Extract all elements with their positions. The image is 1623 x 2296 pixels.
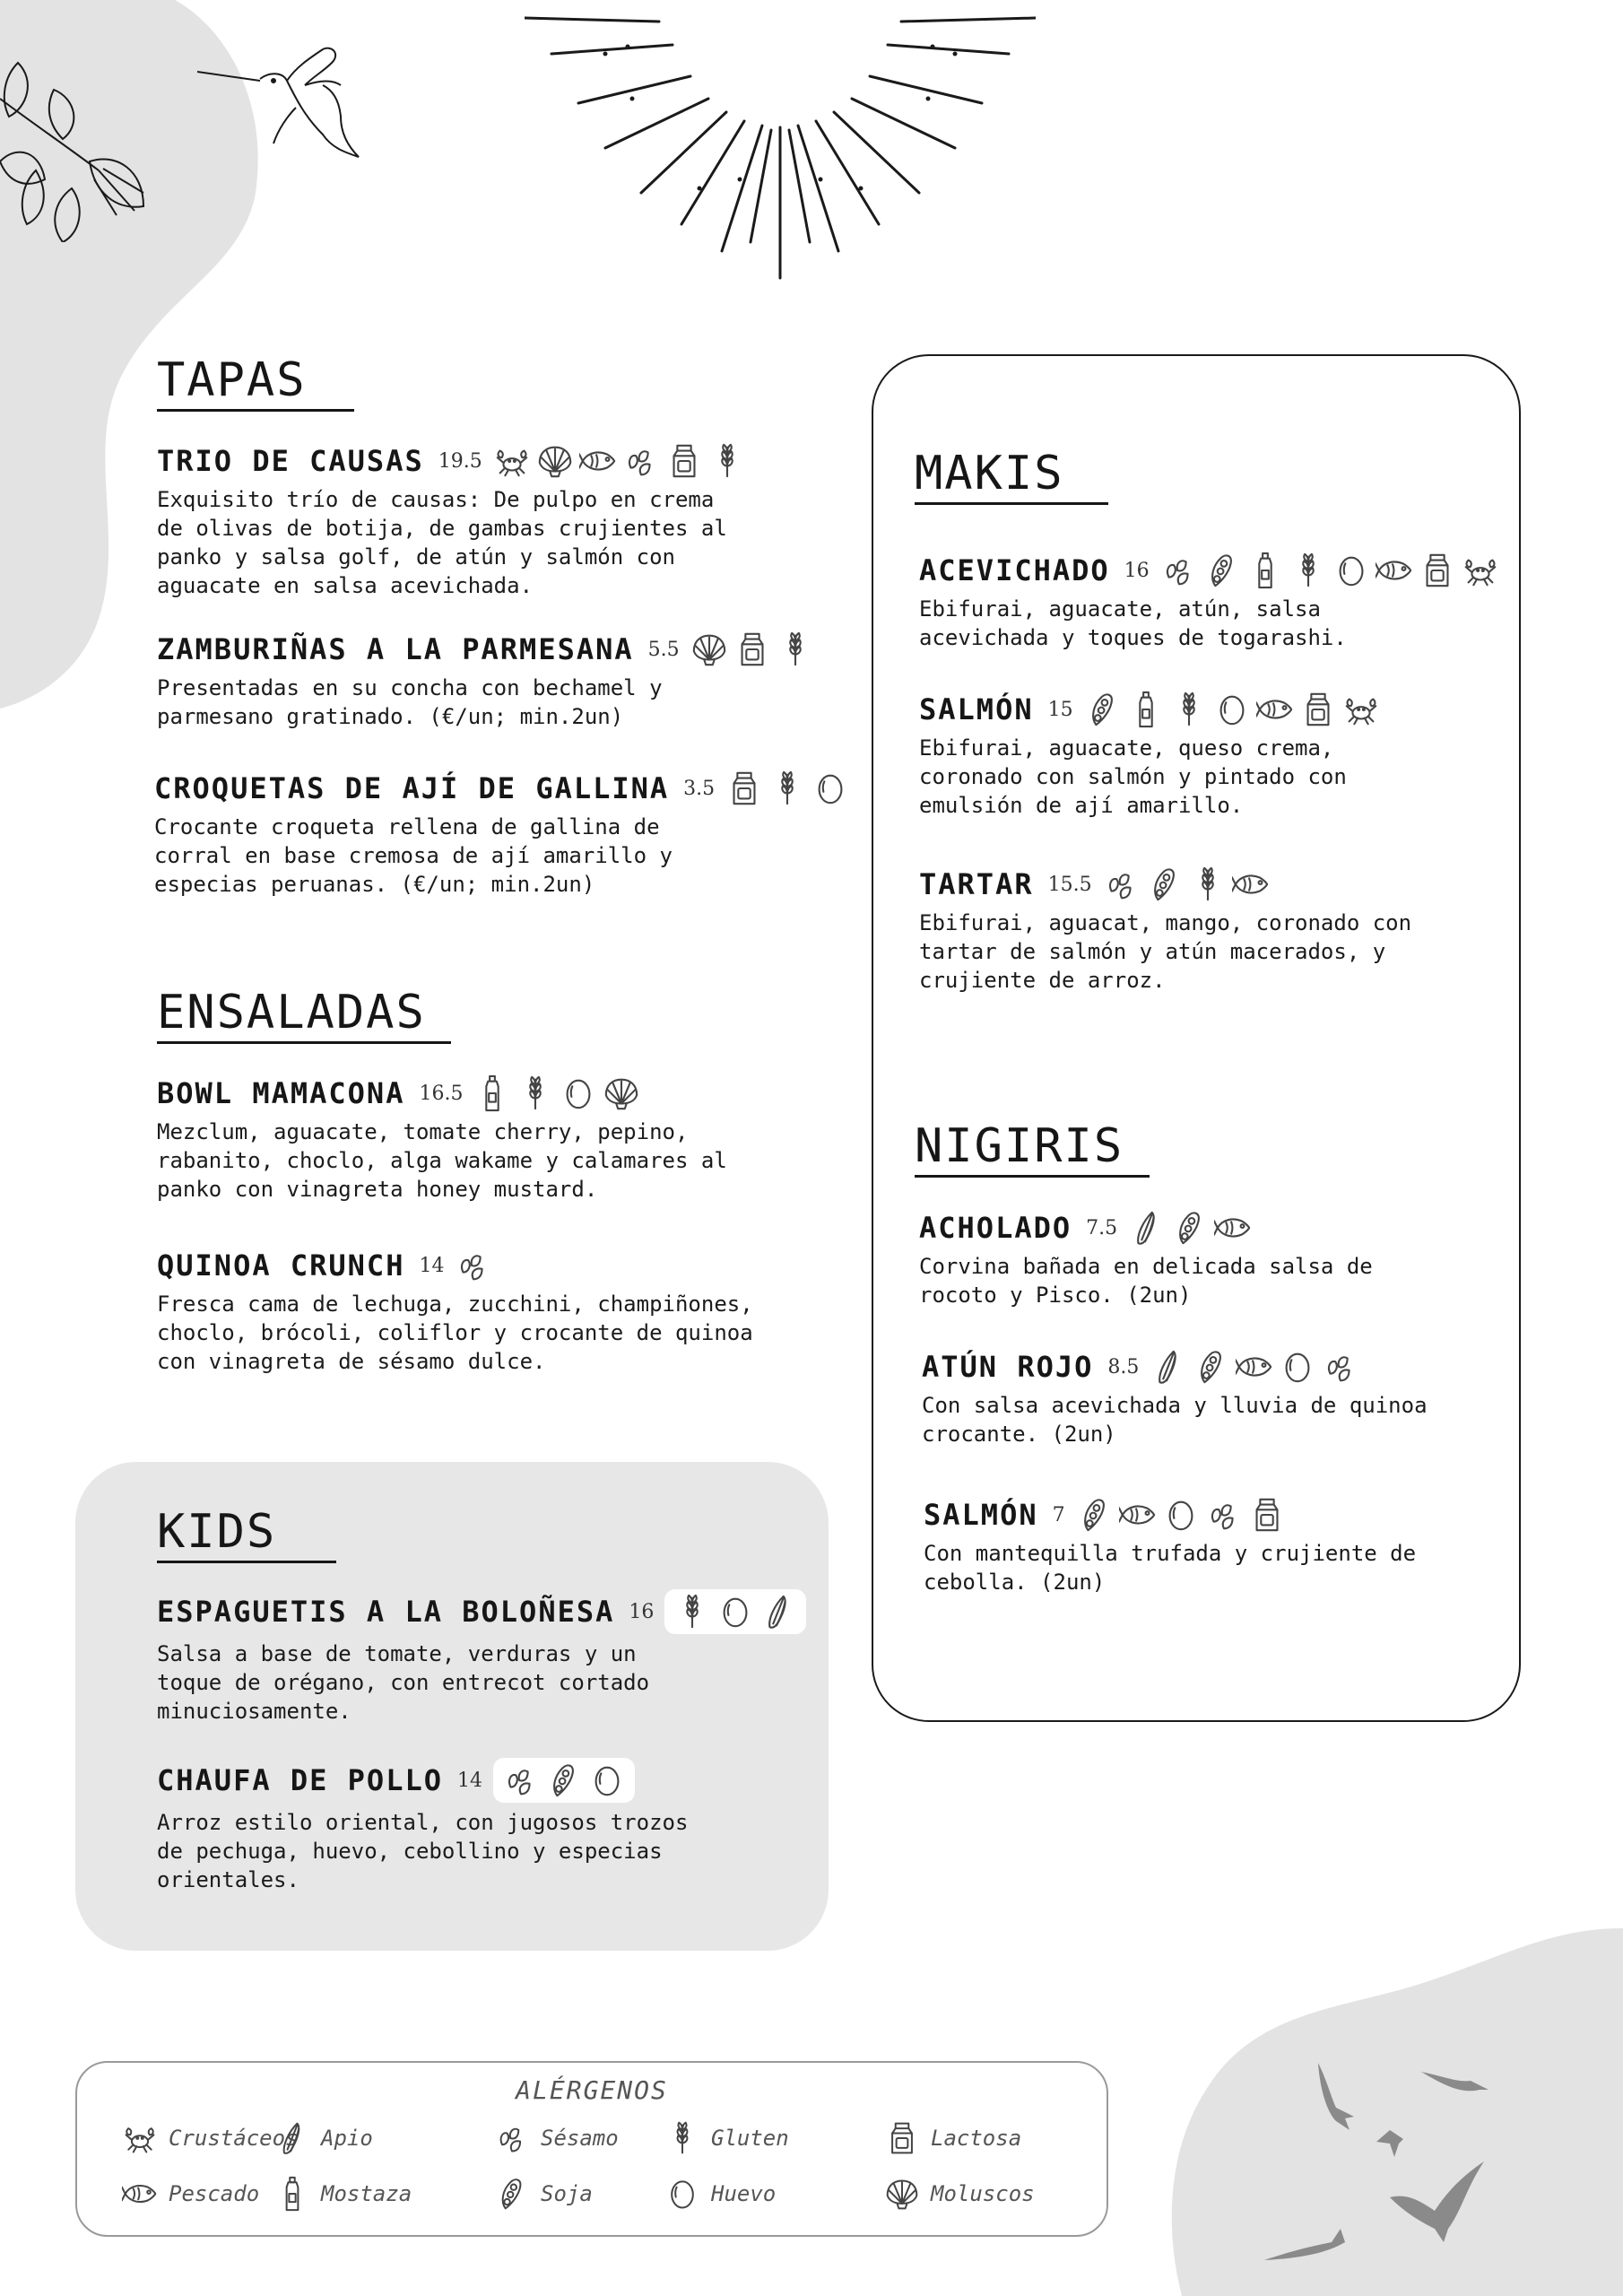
legend-label: Gluten — [711, 2126, 789, 2151]
egg-icon — [716, 1593, 754, 1631]
allergen-icons — [1160, 552, 1499, 589]
item-name: TARTAR — [919, 867, 1034, 901]
wheat-icon — [1289, 552, 1327, 589]
milk-icon — [733, 631, 771, 668]
allergen-icons — [1103, 865, 1270, 903]
soy-icon — [494, 2176, 530, 2212]
celery-icon — [1150, 1348, 1187, 1386]
sesame-icon — [1103, 865, 1141, 903]
item-header — [157, 1589, 806, 1634]
shell-icon — [536, 442, 574, 480]
item-description: Ebifurai, aguacate, queso crema, coronado con salmón y pintado con emulsión de ají amarillo. — [919, 735, 1347, 818]
item-header — [157, 1247, 753, 1284]
legend-label: Huevo — [711, 2181, 777, 2206]
menu-item — [919, 1209, 1373, 1309]
legend-label: Crustáceos — [169, 2126, 299, 2151]
fish-icon — [1119, 1496, 1157, 1534]
section-title-kids: KIDS — [157, 1509, 336, 1563]
allergen-legend — [75, 2061, 1108, 2237]
menu-item — [157, 442, 746, 600]
legend-item — [274, 2120, 373, 2156]
wheat-icon — [1189, 865, 1227, 903]
section-title-makis: MAKIS — [915, 450, 1108, 505]
egg-icon — [1213, 691, 1251, 728]
sesame-icon — [502, 1761, 540, 1799]
item-header — [154, 770, 849, 807]
allergen-icons — [493, 442, 746, 480]
celery-icon — [1128, 1209, 1166, 1247]
item-name: ACEVICHADO — [919, 553, 1110, 587]
item-name: ATÚN ROJO — [922, 1350, 1094, 1384]
legend-label: Moluscos — [931, 2181, 1035, 2206]
allergen-icons — [690, 631, 814, 668]
wheat-icon — [777, 631, 814, 668]
sun-rays-illustration — [525, 9, 1036, 287]
item-header — [919, 691, 1380, 728]
item-price: 16 — [1124, 559, 1150, 582]
shell-icon — [884, 2176, 920, 2212]
section-title-nigiris: NIGIRIS — [915, 1123, 1150, 1178]
milk-icon — [1299, 691, 1337, 728]
allergen-icons — [1084, 691, 1380, 728]
item-name: ZAMBURIÑAS A LA PARMESANA — [157, 632, 634, 666]
sesame-icon — [622, 442, 660, 480]
legend-item — [494, 2120, 619, 2156]
item-name: CROQUETAS DE AJÍ DE GALLINA — [154, 771, 670, 805]
menu-item — [154, 770, 849, 899]
egg-icon — [812, 770, 849, 807]
legend-item — [274, 2176, 412, 2212]
wheat-icon — [1170, 691, 1208, 728]
crab-icon — [1462, 552, 1499, 589]
shell-icon — [690, 631, 728, 668]
legend-item — [494, 2176, 593, 2212]
leaf-sprig-illustration — [0, 36, 161, 242]
wheat-icon — [664, 2120, 700, 2156]
soy-icon — [1084, 691, 1122, 728]
soy-icon — [1203, 552, 1241, 589]
item-header — [919, 865, 1411, 903]
item-header — [157, 1758, 688, 1803]
fish-icon — [579, 442, 617, 480]
legend-item — [122, 2120, 299, 2156]
item-description: Con mantequilla trufada y crujiente de cebolla. (2un) — [924, 1541, 1417, 1595]
sesame-icon — [494, 2120, 530, 2156]
egg-icon — [588, 1761, 626, 1799]
mustard-icon — [1246, 552, 1284, 589]
legend-title: ALÉRGENOS — [516, 2075, 668, 2105]
egg-icon — [1332, 552, 1370, 589]
mustard-icon — [1127, 691, 1165, 728]
item-header — [924, 1496, 1416, 1534]
crab-icon — [1342, 691, 1380, 728]
soy-icon — [1076, 1496, 1114, 1534]
section-title-tapas: TAPAS — [157, 357, 354, 412]
fish-icon — [1256, 691, 1294, 728]
item-name: TRIO DE CAUSAS — [157, 444, 424, 478]
fish-icon — [1214, 1209, 1252, 1247]
egg-icon — [1279, 1348, 1316, 1386]
milk-icon — [884, 2120, 920, 2156]
allergen-icons — [455, 1247, 492, 1284]
item-name: SALMÓN — [919, 692, 1034, 726]
soy-icon — [1171, 1209, 1209, 1247]
menu-item — [919, 691, 1380, 820]
crab-icon — [493, 442, 531, 480]
item-header — [157, 1074, 727, 1112]
item-name: ACHOLADO — [919, 1211, 1072, 1245]
menu-item — [919, 865, 1411, 995]
menu-item — [157, 1074, 727, 1204]
legend-label: Lactosa — [931, 2126, 1022, 2151]
item-header — [157, 631, 814, 668]
item-price: 8.5 — [1107, 1355, 1140, 1378]
menu-item — [157, 631, 814, 731]
item-description: Salsa a base de tomate, verduras y un toque de orégano, con entrecot cortado minuciosamente. — [157, 1641, 650, 1724]
item-price: 15.5 — [1047, 873, 1092, 896]
allergen-icons — [664, 1589, 806, 1634]
menu-item — [919, 552, 1499, 652]
fish-icon — [122, 2176, 158, 2212]
allergen-icons — [1150, 1348, 1359, 1386]
hummingbird-illustration — [197, 45, 368, 161]
celery-icon — [759, 1593, 797, 1631]
item-price: 7 — [1052, 1503, 1065, 1526]
item-description: Arroz estilo oriental, con jugosos trozos de pechuga, huevo, cebollino y especias orientales. — [157, 1810, 689, 1892]
item-name: ESPAGUETIS A LA BOLOÑESA — [157, 1595, 615, 1629]
item-description: Presentadas en su concha con bechamel y parmesano gratinado. (€/un; min.2un) — [157, 675, 663, 729]
egg-icon — [664, 2176, 700, 2212]
menu-item — [157, 1758, 688, 1894]
allergen-icons — [1076, 1496, 1286, 1534]
item-price: 16.5 — [419, 1082, 464, 1105]
item-name: SALMÓN — [924, 1498, 1038, 1532]
item-name: QUINOA CRUNCH — [157, 1248, 405, 1283]
item-header — [157, 442, 746, 480]
legend-item — [122, 2176, 259, 2212]
legend-item — [664, 2120, 789, 2156]
legend-item — [664, 2176, 776, 2212]
allergen-icons — [473, 1074, 640, 1112]
legend-item — [884, 2176, 1035, 2212]
item-description: Con salsa acevichada y lluvia de quinoa crocante. (2un) — [922, 1393, 1428, 1447]
sesame-icon — [455, 1247, 492, 1284]
item-price: 5.5 — [647, 638, 680, 661]
milk-icon — [725, 770, 763, 807]
item-name: CHAUFA DE POLLO — [157, 1763, 443, 1797]
item-price: 15 — [1047, 698, 1073, 721]
egg-icon — [1162, 1496, 1200, 1534]
menu-item — [924, 1496, 1416, 1596]
fish-icon — [1236, 1348, 1273, 1386]
soy-icon — [545, 1761, 583, 1799]
item-price: 16 — [629, 1600, 655, 1623]
legend-label: Apio — [321, 2126, 373, 2151]
wheat-icon — [708, 442, 746, 480]
item-header — [922, 1348, 1428, 1386]
wheat-icon — [768, 770, 806, 807]
item-price: 14 — [419, 1254, 445, 1277]
legend-label: Sésamo — [541, 2126, 619, 2151]
item-description: Crocante croqueta rellena de gallina de corral en base cremosa de ají amarillo y especias peruanas. (€/un; min.2un) — [154, 814, 673, 897]
wheat-icon — [673, 1593, 711, 1631]
soy-icon — [1193, 1348, 1230, 1386]
item-description: Ebifurai, aguacat, mango, coronado con tartar de salmón y atún macerados, y crujiente de arroz. — [919, 910, 1412, 993]
item-price: 19.5 — [438, 449, 482, 473]
shell-icon — [603, 1074, 640, 1112]
celery-icon — [274, 2120, 310, 2156]
item-description: Ebifurai, aguacate, atún, salsa acevichada y toques de togarashi. — [919, 596, 1347, 650]
menu-item — [157, 1589, 806, 1726]
milk-icon — [1419, 552, 1456, 589]
section-title-ensaladas: ENSALADAS — [157, 989, 451, 1044]
flying-birds-illustration — [1264, 2063, 1551, 2260]
mustard-icon — [473, 1074, 511, 1112]
legend-label: Mostaza — [321, 2181, 412, 2206]
fish-icon — [1232, 865, 1270, 903]
menu-item — [922, 1348, 1428, 1448]
allergen-icons — [725, 770, 849, 807]
sesame-icon — [1160, 552, 1198, 589]
wheat-icon — [516, 1074, 554, 1112]
soy-icon — [1146, 865, 1184, 903]
item-header — [919, 1209, 1373, 1247]
allergen-icons — [1128, 1209, 1252, 1247]
milk-icon — [665, 442, 703, 480]
allergen-icons — [493, 1758, 635, 1803]
item-name: BOWL MAMACONA — [157, 1076, 405, 1110]
item-description: Exquisito trío de causas: De pulpo en crema de olivas de botija, de gambas crujientes al panko y salsa golf, de atún y salmón con aguacate en salsa acevichada. — [157, 487, 727, 598]
item-price: 7.5 — [1086, 1216, 1118, 1239]
mustard-icon — [274, 2176, 310, 2212]
egg-icon — [560, 1074, 597, 1112]
legend-label: Soja — [541, 2181, 593, 2206]
menu-item — [157, 1247, 753, 1376]
item-description: Corvina bañada en delicada salsa de rocoto y Pisco. (2un) — [919, 1254, 1373, 1308]
item-description: Mezclum, aguacate, tomate cherry, pepino, rabanito, choclo, alga wakame y calamares al panko con vinagreta honey mustard. — [157, 1119, 727, 1202]
crab-icon — [122, 2120, 158, 2156]
sesame-icon — [1205, 1496, 1243, 1534]
legend-label: Pescado — [169, 2181, 260, 2206]
milk-icon — [1248, 1496, 1286, 1534]
item-header — [919, 552, 1499, 589]
item-price: 3.5 — [683, 777, 716, 800]
fish-icon — [1376, 552, 1413, 589]
sesame-icon — [1322, 1348, 1359, 1386]
legend-item — [884, 2120, 1021, 2156]
item-description: Fresca cama de lechuga, zucchini, champiñones, choclo, brócoli, coliflor y crocante de quinoa con vinagreta de sésamo dulce. — [157, 1292, 753, 1374]
item-price: 14 — [456, 1769, 482, 1792]
